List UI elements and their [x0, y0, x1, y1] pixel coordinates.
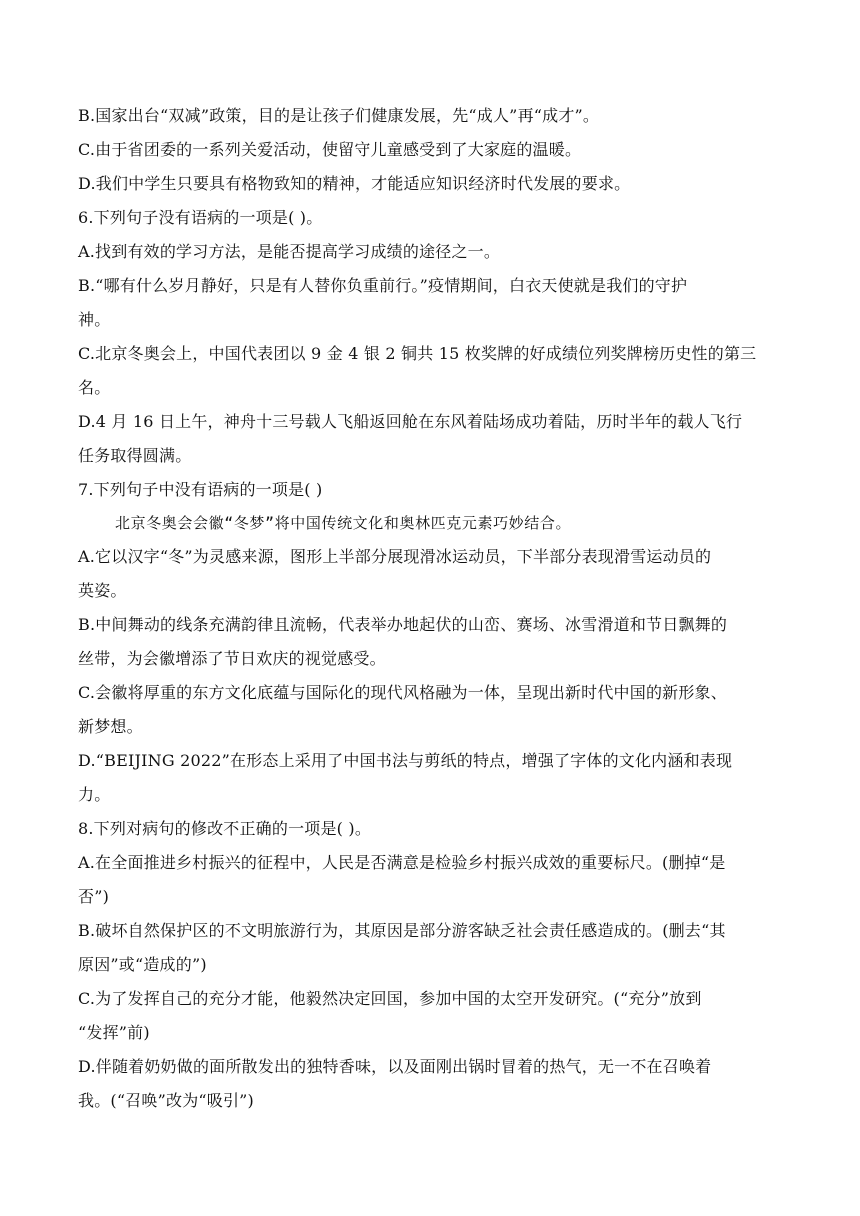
option-8a-line2: 否”): [78, 887, 110, 906]
option-6c-line1: C.北京冬奥会上，中国代表团以 9 金 4 银 2 铜共 15 枚奖牌的好成绩位列奖牌榜历史性的第三: [78, 344, 757, 363]
option-6b-prev: B.国家出台“双减”政策，目的是让孩子们健康发展，先“成人”再“成才”。: [78, 106, 600, 125]
option-7a-line1: A.它以汉字“冬”为灵感来源，图形上半部分展现滑冰运动员，下半部分表现滑雪运动员的: [78, 547, 712, 566]
option-6b-line1: B.“哪有什么岁月静好，只是有人替你负重前行。”疫情期间，白衣天使就是我们的守护: [78, 276, 688, 295]
option-7b-line1: B.中间舞动的线条充满韵律且流畅，代表举办地起伏的山峦、赛场、冰雪滑道和节日飘舞的: [78, 615, 728, 634]
question-8-stem: 8.下列对病句的修改不正确的一项是( )。: [78, 819, 372, 838]
option-8c-line1: C.为了发挥自己的充分才能，他毅然决定回国，参加中国的太空开发研究。(“充分”放到: [78, 989, 702, 1008]
option-6b-line2: 神。: [78, 310, 111, 329]
option-7a-line2: 英姿。: [78, 581, 127, 600]
question-7-stem: 7.下列句子中没有语病的一项是( ): [78, 480, 323, 499]
option-6a: A.找到有效的学习方法，是能否提高学习成绩的途径之一。: [78, 242, 501, 261]
option-5d: D.我们中学生只要具有格物致知的精神，才能适应知识经济时代发展的要求。: [78, 174, 631, 193]
option-6d-line1: D.4 月 16 日上午，神舟十三号载人飞船返回舱在东风着陆场成功着陆，历时半年的载人飞行: [78, 412, 743, 431]
option-7b-line2: 丝带，为会徽增添了节日欢庆的视觉感受。: [78, 649, 386, 668]
question-6-stem: 6.下列句子没有语病的一项是( )。: [78, 208, 323, 227]
option-8b-line2: 原因”或“造成的”): [78, 955, 207, 974]
option-6d-line2: 任务取得圆满。: [78, 446, 192, 465]
option-8d-line1: D.伴随着奶奶做的面所散发出的独特香味，以及面刚出锅时冒着的热气，无一不在召唤着: [78, 1057, 712, 1076]
option-7c-line2: 新梦想。: [78, 717, 143, 736]
option-7d-line2: 力。: [78, 785, 111, 804]
option-5c: C.由于省团委的一系列关爱活动，使留守儿童感受到了大家庭的温暖。: [78, 140, 582, 159]
option-8c-line2: “发挥”前): [78, 1023, 150, 1042]
option-6c-line2: 名。: [78, 378, 111, 397]
option-8b-line1: B.破坏自然保护区的不文明旅游行为，其原因是部分游客缺乏社会责任感造成的。(删去“其: [78, 921, 726, 940]
option-7c-line1: C.会徽将厚重的东方文化底蕴与国际化的现代风格融为一体，呈现出新时代中国的新形象、: [78, 683, 727, 702]
question-7-context: 北京冬奥会会徽“冬梦”将中国传统文化和奥林匹克元素巧妙结合。: [115, 514, 572, 532]
option-7d-line1: D.“BEIJING 2022”在形态上采用了中国书法与剪纸的特点，增强了字体的文化内涵和表现: [78, 751, 733, 770]
option-8a-line1: A.在全面推进乡村振兴的征程中，人民是否满意是检验乡村振兴成效的重要标尺。(删掉“是: [78, 853, 726, 872]
option-8d-line2: 我。(“召唤”改为“吸引”): [78, 1091, 255, 1110]
